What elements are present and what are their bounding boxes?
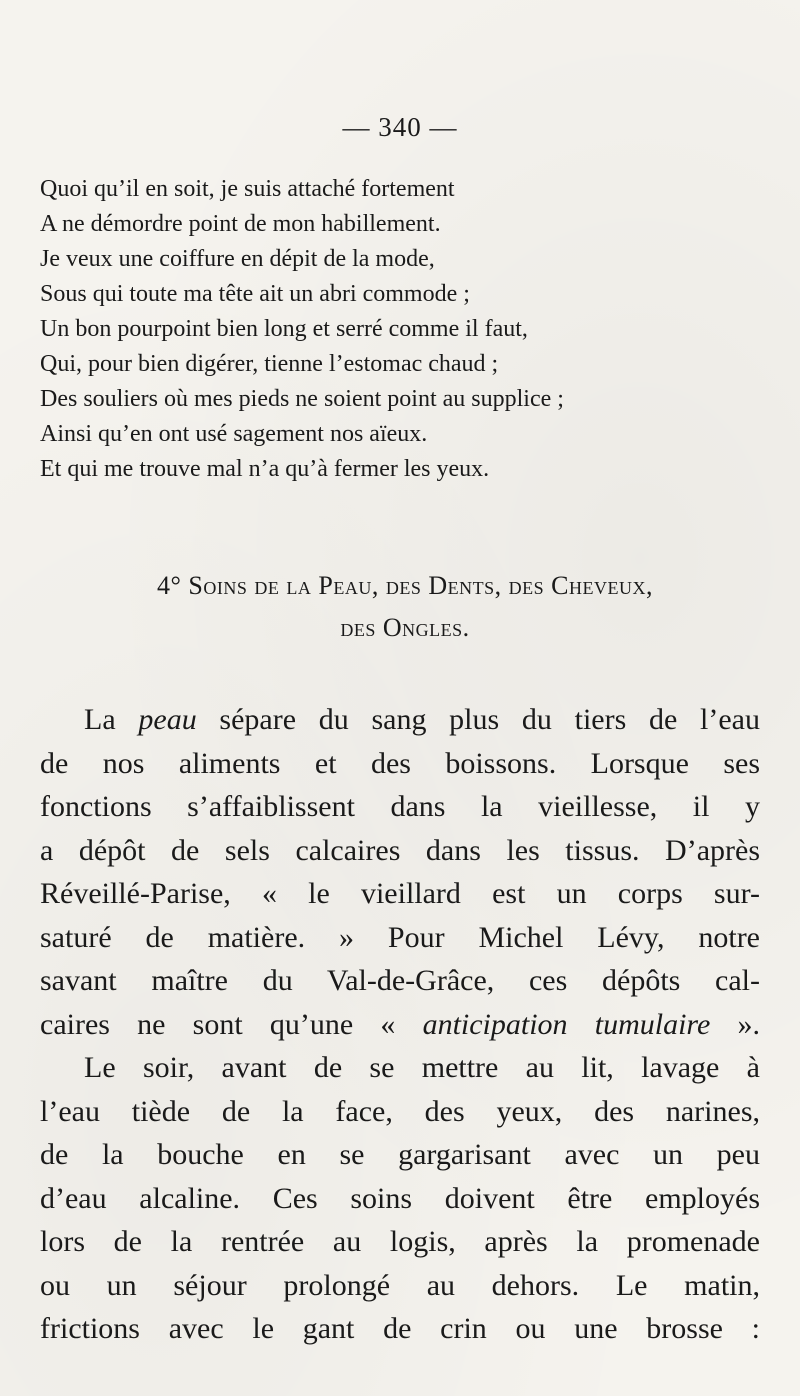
verse-line: Je veux une coiffure en dépit de la mode, — [40, 246, 435, 272]
text-line: a dépôt de sels calcaires dans les tissus. D’après — [40, 833, 760, 867]
text-line: savant maître du Val-de-Grâce, ces dépôts cal- — [40, 964, 760, 997]
verse-line: Et qui me trouve mal n’a qu’à fermer les yeux. — [40, 456, 490, 482]
verse-line: Sous qui toute ma tête ait un abri commode ; — [40, 281, 470, 307]
italic-term: peau — [138, 703, 197, 736]
page-number: — 340 — — [342, 112, 458, 142]
text-line: saturé de matière. » Pour Michel Lévy, notre — [40, 920, 760, 954]
text-line: ou un séjour prolongé au dehors. Le matin, — [40, 1268, 760, 1302]
paragraph — [40, 1046, 760, 1351]
text-line: Le soir, avant de se mettre au lit, lavage à — [84, 1051, 760, 1084]
verse-block — [40, 172, 770, 487]
verse-line: Qui, pour bien digérer, tienne l’estomac chaud ; — [40, 351, 499, 377]
text-line: fonctions s’affaiblissent dans la vieillesse, il y — [40, 790, 760, 823]
text-fragment: La — [84, 703, 139, 736]
text-line: d’eau alcaline. Ces soins doivent être employés — [40, 1181, 760, 1215]
body-text — [40, 698, 760, 1351]
text-fragment: caires ne sont qu’une « — [40, 1007, 423, 1041]
section-heading-line: des Ongles. — [340, 613, 470, 642]
italic-term: anticipation tumulaire — [422, 1007, 711, 1041]
verse-line: Un bon pourpoint bien long et serré comme il faut, — [40, 316, 528, 342]
verse-line: A ne démordre point de mon habillement. — [40, 211, 441, 237]
text-line: Réveillé-Parise, « le vieillard est un corps sur- — [40, 877, 760, 910]
paragraph — [40, 698, 760, 1046]
text-line — [40, 698, 760, 742]
section-heading-line: 4° Soins de la Peau, des Dents, des Cheveux, — [157, 571, 653, 600]
text-line: de nos aliments et des boissons. Lorsque ses — [40, 746, 760, 780]
text-fragment: sépare du sang plus du tiers de l’eau — [196, 703, 761, 736]
section-heading — [40, 565, 770, 649]
text-line: frictions avec le gant de crin ou une brosse : — [40, 1312, 760, 1345]
text-line: l’eau tiède de la face, des yeux, des narines, — [40, 1094, 760, 1128]
text-line: de la bouche en se gargarisant avec un peu — [40, 1138, 760, 1171]
text-line — [40, 1003, 760, 1047]
verse-line: Des souliers où mes pieds ne soient point au supplice ; — [40, 386, 564, 412]
verse-line: Quoi qu’il en soit, je suis attaché fortement — [40, 176, 455, 202]
text-fragment: ». — [710, 1007, 760, 1041]
text-line: lors de la rentrée au logis, après la promenade — [40, 1225, 760, 1258]
verse-line: Ainsi qu’en ont usé sagement nos aïeux. — [40, 421, 428, 447]
